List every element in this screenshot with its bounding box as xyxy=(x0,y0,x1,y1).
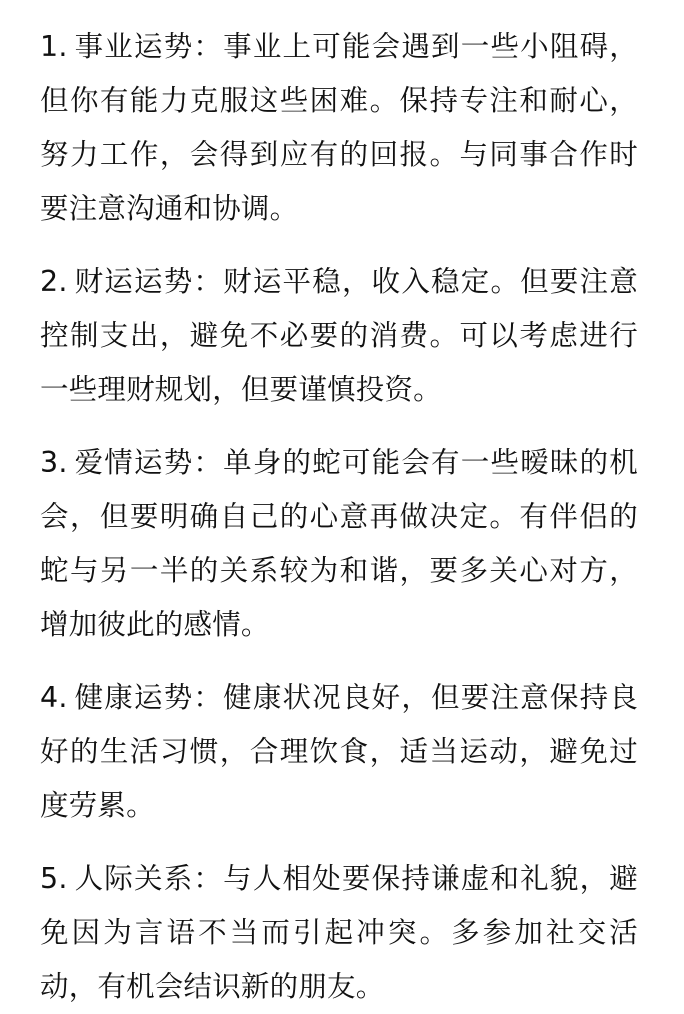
item-number: 4. xyxy=(40,681,68,714)
item-number: 1. xyxy=(40,30,68,63)
paragraph-wealth xyxy=(40,255,638,417)
item-number: 5. xyxy=(40,862,68,895)
item-text: 人际关系：与人相处要保持谦虚和礼貌，避免因为言语不当而引起冲突。多参加社交活动，有机会结识新的朋友。 xyxy=(40,862,638,1003)
item-text: 财运运势：财运平稳，收入稳定。但要注意控制支出，避免不必要的消费。可以考虑进行一些理财规划，但要谨慎投资。 xyxy=(40,265,638,406)
item-text: 健康运势：健康状况良好，但要注意保持良好的生活习惯，合理饮食，适当运动，避免过度劳累。 xyxy=(40,681,638,822)
paragraph-career xyxy=(40,20,638,236)
paragraph-love xyxy=(40,436,638,652)
item-text: 爱情运势：单身的蛇可能会有一些暧昧的机会，但要明确自己的心意再做决定。有伴侣的蛇与另一半的关系较为和谐，要多关心对方，增加彼此的感情。 xyxy=(40,446,638,641)
item-number: 3. xyxy=(40,446,68,479)
paragraph-health xyxy=(40,671,638,833)
item-text: 事业运势：事业上可能会遇到一些小阻碍，但你有能力克服这些困难。保持专注和耐心，努力工作，会得到应有的回报。与同事合作时要注意沟通和协调。 xyxy=(40,30,638,225)
item-number: 2. xyxy=(40,265,68,298)
paragraph-relationships xyxy=(40,852,638,1014)
